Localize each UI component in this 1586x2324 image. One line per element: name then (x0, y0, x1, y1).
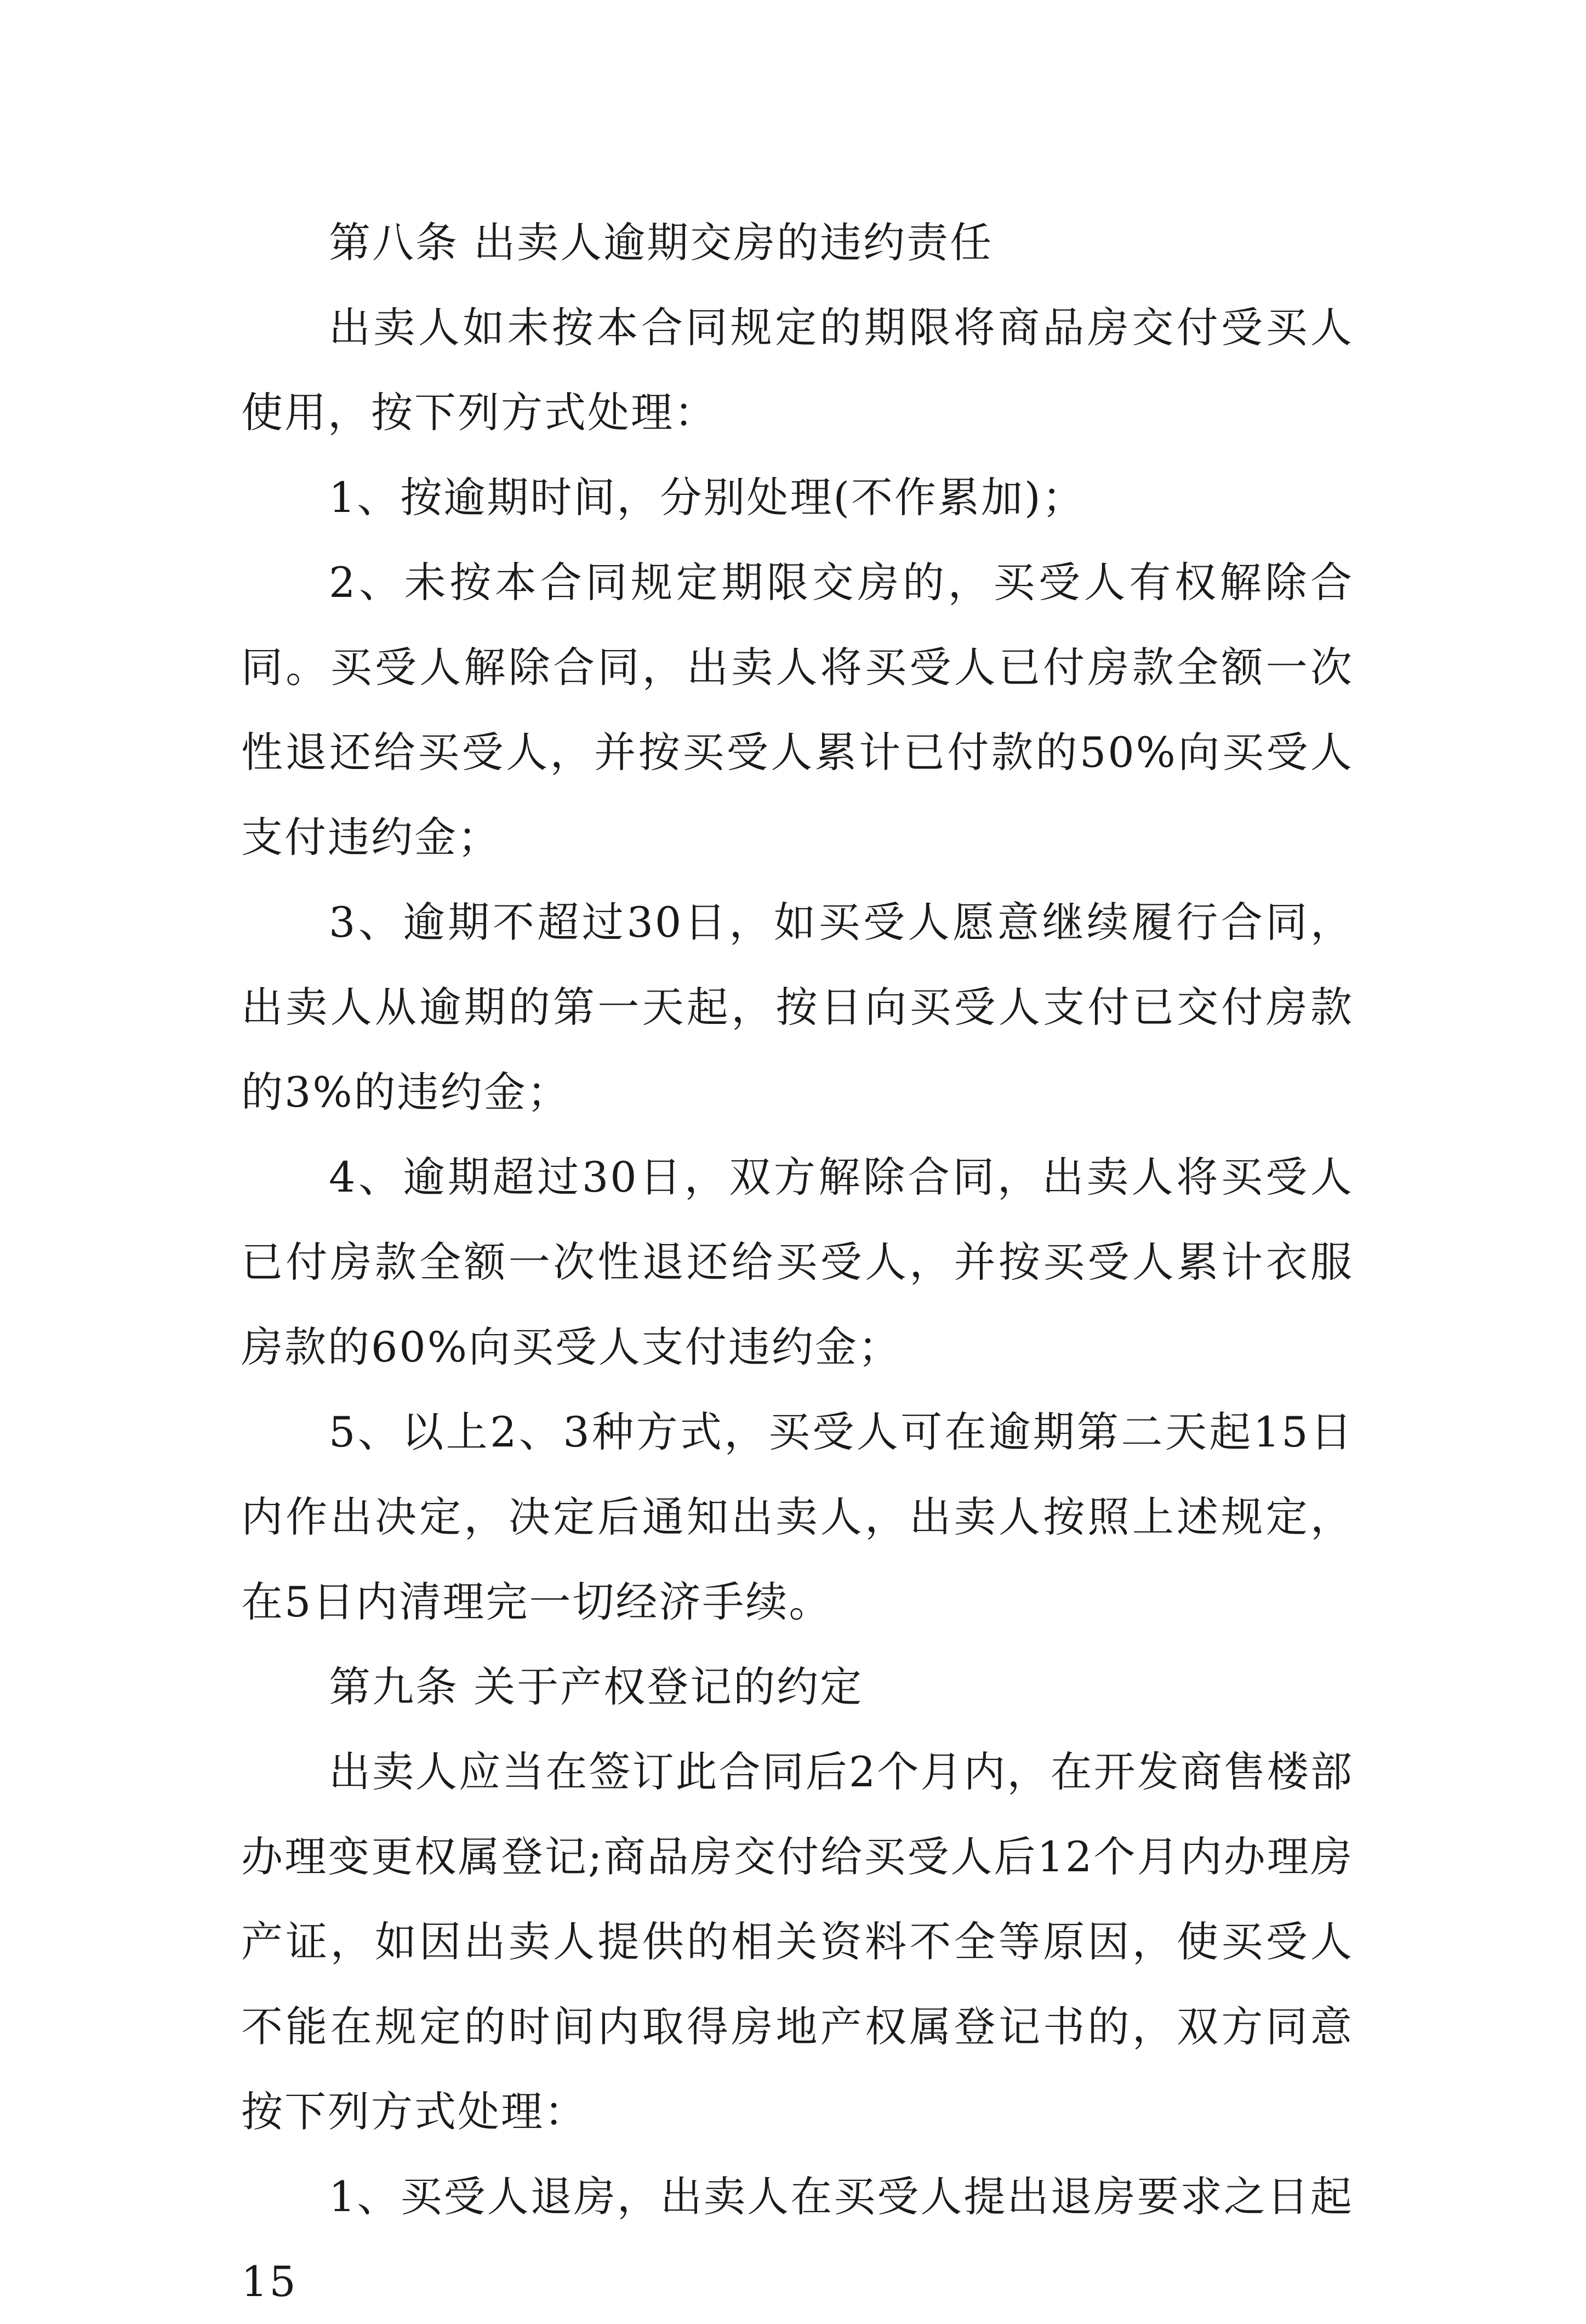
document-body (241, 200, 1354, 2324)
article-8-item-1: 1、按逾期时间，分别处理(不作累加)； (329, 473, 1086, 522)
article-8-item-4: 4、逾期超过30日，双方解除合同，出卖人将买受人已付房款全额一次性退还给买受人，并按买受人累计衣服房款的60%向买受人支付违约金； (241, 1153, 1354, 1371)
article-8-item-3: 3、逾期不超过30日，如买受人愿意继续履行合同，出卖人从逾期的第一天起，按日向买受人支付已交付房款的3%的违约金； (241, 898, 1354, 1117)
article-9-intro: 出卖人应当在签订此合同后2个月内，在开发商售楼部办理变更权属登记;商品房交付给买受人后12个月内办理房产证，如因出卖人提供的相关资料不全等原因，使买受人不能在规定的时间内取得房地产权属登记书的，双方同意按下列方式处理： (241, 1747, 1354, 2136)
article-9-heading: 第九条 关于产权登记的约定 (329, 1662, 864, 1711)
article-8-heading: 第八条 出卖人逾期交房的违约责任 (329, 218, 994, 267)
article-9-item-1: 1、买受人退房，出卖人在买受人提出退房要求之日起15 (241, 2172, 1354, 2306)
article-8-intro: 出卖人如未按本合同规定的期限将商品房交付受买人使用，按下列方式处理： (241, 303, 1354, 437)
article-8-item-5: 5、以上2、3种方式，买受人可在逾期第二天起15日内作出决定，决定后通知出卖人，出卖人按照上述规定，在5日内清理完一切经济手续。 (241, 1408, 1354, 1626)
article-8-item-2: 2、未按本合同规定期限交房的，买受人有权解除合同。买受人解除合同，出卖人将买受人已付房款全额一次性退还给买受人，并按买受人累计已付款的50%向买受人支付违约金； (241, 558, 1354, 862)
